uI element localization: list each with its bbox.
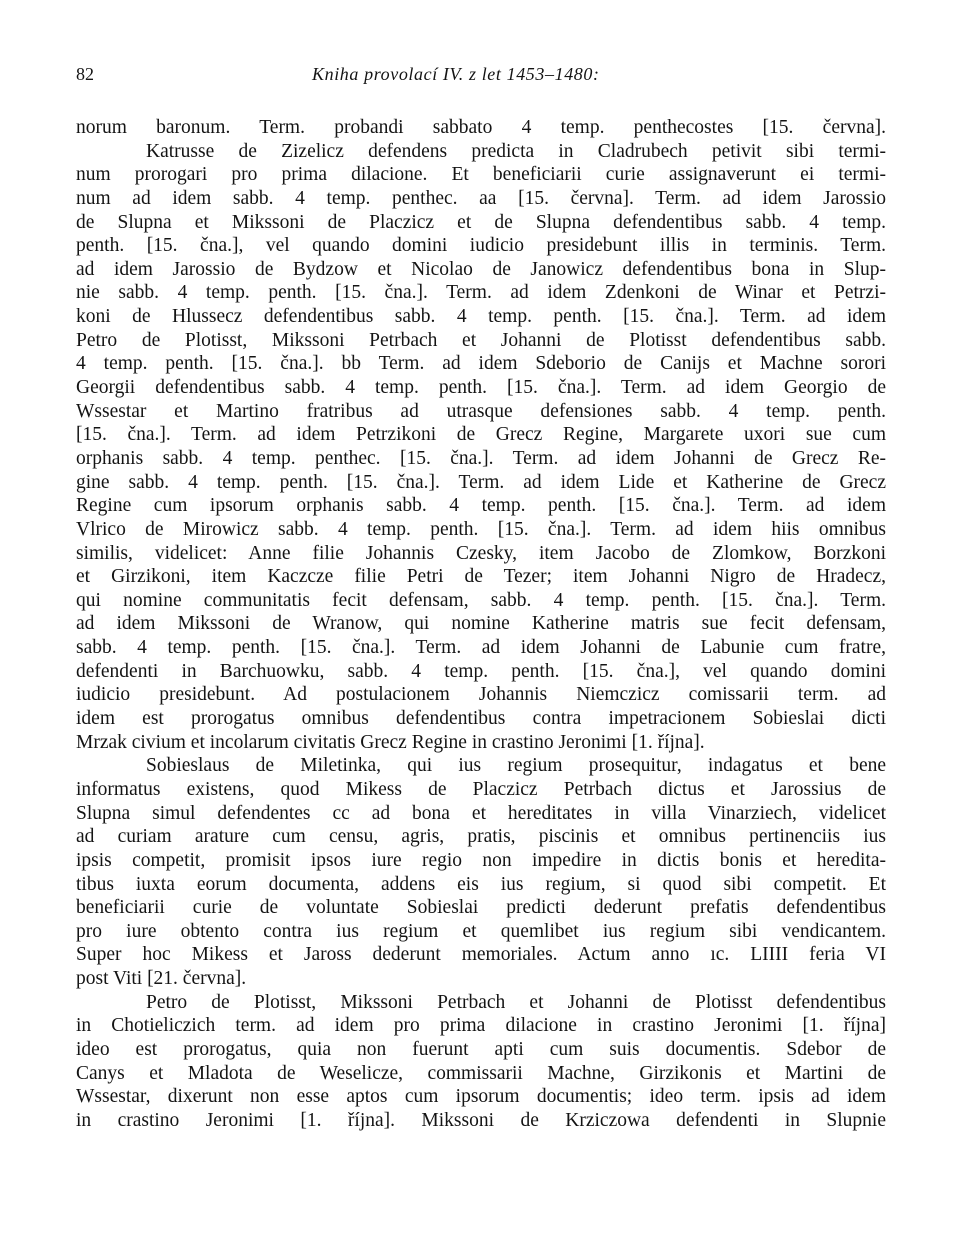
- running-title: Kniha provolací IV. z let 1453–1480:: [312, 64, 600, 84]
- text-line: defendenti in Barchuowku, sabb. 4 temp. penth. [15. čna.], vel quando domini: [76, 660, 886, 682]
- text-line: ad idem Jarossio de Bydzow et Nicolao de Janowicz defendentibus bona in Slup-: [76, 258, 886, 280]
- text-line: similis, videlicet: Anne filie Johannis Czesky, item Jacobo de Zlomkow, Borzkoni: [76, 542, 886, 564]
- body-text: [76, 116, 886, 1133]
- text-line: orphanis sabb. 4 temp. penthec. [15. čna.]. Term. ad idem Johanni de Grecz Re-: [76, 447, 886, 469]
- page-number: 82: [76, 64, 94, 84]
- text-line: norum baronum. Term. probandi sabbato 4 temp. penthecostes [15. června].: [76, 117, 886, 138]
- text-line: 4 temp. penth. [15. čna.]. bb Term. ad idem Sdeborio de Canijs et Machne sorori: [76, 353, 886, 375]
- text-line: et Girzikoni, item Kaczcze filie Petri de Tezer; item Johanni Nigro de Hradecz,: [76, 566, 886, 588]
- text-line: ad curiam arature cum censu, agris, pratis, piscinis et omnibus pertinenciis ius: [76, 826, 886, 848]
- text-line: Wssestar et Martino fratribus ad utrasque defensiones sabb. 4 temp. penth.: [76, 400, 886, 422]
- text-line: informatus existens, quod Mikess de Placzicz Petrbach dictus et Jarossius de: [76, 778, 886, 800]
- text-line: Katrusse de Zizelicz defendens predicta in Cladrubech petivit sibi termi-: [146, 140, 886, 162]
- text-line: Petro de Plotisst, Mikssoni Petrbach et Johanni de Plotisst defendentibus: [146, 991, 886, 1013]
- text-line: ideo est prorogatus, quia non fuerunt apti cum suis documentis. Sdebor de: [76, 1038, 886, 1060]
- text-line: beneficiarii curie de voluntate Sobieslai predicti dederunt prefatis defendentibus: [76, 897, 886, 919]
- text-line: num ad idem sabb. 4 temp. penthec. aa [15. června]. Term. ad idem Jarossio: [76, 187, 886, 209]
- text-line: Mrzak civium et incolarum civitatis Grecz Regine in crastino Jeronimi [1. října].: [76, 731, 705, 753]
- text-line: Petro de Plotisst, Mikssoni Petrbach et Johanni de Plotisst defendentibus sabb.: [76, 329, 886, 351]
- text-line: ad idem Mikssoni de Wranow, qui nomine Katherine matris sue fecit defensam,: [76, 613, 886, 635]
- text-line: Slupna simul defendentes cc ad bona et hereditates in villa Vinarziech, videlicet: [76, 802, 886, 824]
- text-line: Canys et Mladota de Weselicze, commissarii Machne, Girzikonis et Martini de: [76, 1062, 886, 1084]
- text-line: in crastino Jeronimi [1. října]. Mikssoni de Krziczowa defendenti in Slupnie: [76, 1109, 886, 1131]
- text-line: in Chotieliczich term. ad idem pro prima dilacione in crastino Jeronimi [1. října]: [76, 1015, 886, 1037]
- running-head: [76, 62, 886, 92]
- text-line: pro iure obtento contra ius regium et quemlibet ius regium sibi vendicantem.: [76, 920, 886, 942]
- text-line: Wssestar, dixerunt non esse aptos cum ipsorum documentis; ideo term. ipsis ad idem: [76, 1086, 886, 1108]
- text-line: Sobieslaus de Miletinka, qui ius regium prosequitur, indagatus et bene: [146, 755, 886, 777]
- text-line: Georgii defendentibus sabb. 4 temp. penth. [15. čna.]. Term. ad idem Georgio de: [76, 377, 886, 399]
- text-line: gine sabb. 4 temp. penth. [15. čna.]. Term. ad idem Lide et Katherine de Grecz: [76, 471, 886, 493]
- text-line: qui nomine communitatis fecit defensam, sabb. 4 temp. penth. [15. čna.]. Term.: [76, 589, 886, 611]
- book-page: [76, 62, 886, 1131]
- text-line: Regine cum ipsorum orphanis sabb. 4 temp. penth. [15. čna.]. Term. ad idem: [76, 495, 886, 517]
- text-line: nie sabb. 4 temp. penth. [15. čna.]. Term. ad idem Zdenkoni de Winar et Petrzi-: [76, 282, 886, 304]
- text-line: de Slupna et Mikssoni de Placzicz et de Slupna defendentibus sabb. 4 temp.: [76, 211, 886, 233]
- text-line: post Viti [21. června].: [76, 968, 247, 990]
- text-line: num prorogari pro prima dilacione. Et beneficiarii curie assignaverunt ei termi-: [76, 164, 886, 186]
- text-line: koni de Hlussecz defendentibus sabb. 4 temp. penth. [15. čna.]. Term. ad idem: [76, 306, 886, 328]
- text-line: Vlrico de Mirowicz sabb. 4 temp. penth. [15. čna.]. Term. ad idem hiis omnibus: [76, 518, 886, 540]
- text-line: tibus iuxta eorum documenta, addens eis ius regium, si quod sibi competit. Et: [76, 873, 886, 895]
- text-line: [15. čna.]. Term. ad idem Petrzikoni de Grecz Regine, Margarete uxori sue cum: [76, 424, 886, 446]
- text-line: idem est prorogatus omnibus defendentibus contra impetracionem Sobieslai dicti: [76, 708, 886, 730]
- text-line: Super hoc Mikess et Jaross dederunt memoriales. Actum anno ıc. LIIII feria VI: [76, 944, 886, 966]
- text-line: sabb. 4 temp. penth. [15. čna.]. Term. ad idem Johanni de Labunie cum fratre,: [76, 637, 886, 659]
- text-line: iudicio presidebunt. Ad postulacionem Johannis Niemczicz comissarii term. ad: [76, 684, 886, 706]
- text-line: penth. [15. čna.], vel quando domini iudicio presidebunt illis in terminis. Term.: [76, 235, 886, 257]
- text-line: ipsis competit, promisit ipsos iure regio non impedire in dictis bonis et heredita-: [76, 849, 886, 871]
